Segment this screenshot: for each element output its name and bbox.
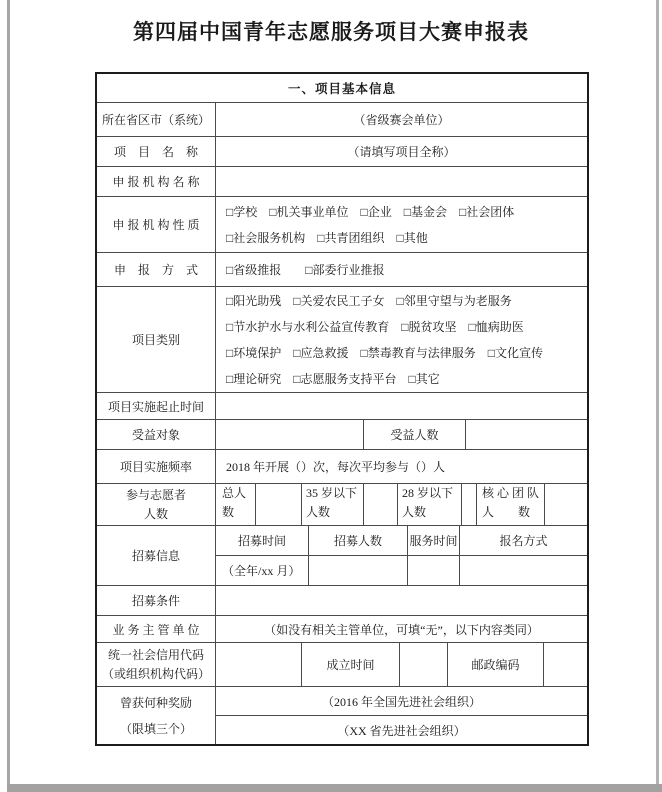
recruit-signup-input[interactable] [459, 556, 587, 585]
duration-label: 项目实施起止时间 [107, 399, 204, 414]
scan-edge-left [7, 0, 10, 785]
recruit-service-input[interactable] [407, 556, 459, 585]
org-type-options[interactable] [215, 197, 587, 252]
category-options[interactable] [215, 287, 587, 392]
beneficiary-label: 受益对象 [131, 428, 180, 442]
volunteers-under35-label: 35 岁以下 人数 [301, 484, 363, 525]
apply-method-options[interactable]: □省级推报 □部委行业推报 [215, 253, 587, 286]
founded-date-input[interactable] [399, 643, 447, 686]
scan-edge-bottom [7, 784, 662, 792]
awards-label: 曾获何种奖励 （限填三个） [119, 695, 192, 736]
recruit-info-label: 招募信息 [131, 549, 180, 563]
volunteers-core-input[interactable] [544, 484, 587, 525]
award-input-1[interactable]: （2016 年全国先进社会组织） [321, 694, 481, 709]
award-input-2[interactable]: （XX 省先进社会组织） [337, 723, 466, 738]
beneficiary-count-label: 受益人数 [363, 420, 465, 449]
beneficiary-input[interactable] [215, 420, 363, 449]
category-options-line1[interactable]: □阳光助残 □关爱农民工子女 □邻里守望与为老服务 [226, 293, 512, 308]
province-input[interactable]: （省级赛会单位） [215, 103, 587, 136]
founded-date-label: 成立时间 [301, 643, 399, 686]
recruit-time-header: 招募时间 [237, 534, 286, 548]
supervisor-label: 业 务 主 管 单 位 [112, 622, 200, 637]
volunteers-under35-input[interactable] [363, 484, 397, 525]
recruit-signup-header: 报名方式 [459, 526, 587, 555]
volunteers-under28-label: 28 岁以下 人数 [397, 484, 461, 525]
apply-method-label: 申 报 方 式 [113, 263, 198, 277]
org-name-label: 申 报 机 构 名 称 [112, 175, 200, 189]
volunteers-label: 参与志愿者 人数 [125, 487, 186, 521]
org-type-options-line2[interactable]: □社会服务机构 □共青团组织 □其他 [226, 230, 428, 245]
frequency-label: 项目实施频率 [119, 460, 192, 474]
section-header: 一、项目基本信息 [287, 82, 396, 96]
awards-grid [215, 687, 587, 744]
credit-code-input[interactable] [215, 643, 301, 686]
recruit-time-input[interactable]: （全年/xx 月） [222, 564, 301, 578]
recruit-cond-input[interactable] [215, 586, 587, 615]
beneficiary-count-input[interactable] [465, 420, 587, 449]
category-options-line3[interactable]: □环境保护 □应急救援 □禁毒教育与法律服务 □文化宣传 [226, 345, 543, 360]
postal-code-label: 邮政编码 [447, 643, 543, 686]
volunteers-core-label: 核 心 团 队 人 数 [476, 484, 544, 525]
org-type-label: 申 报 机 构 性 质 [112, 218, 200, 232]
volunteers-total-input[interactable] [255, 484, 301, 525]
recruit-service-header: 服务时间 [407, 526, 459, 555]
supervisor-input[interactable]: （如没有相关主管单位，可填“无”，以下内容类同） [215, 616, 587, 642]
volunteers-under28-input[interactable] [461, 484, 476, 525]
project-name-label: 项 目 名 称 [113, 145, 198, 159]
recruit-count-input[interactable] [308, 556, 407, 585]
org-type-options-line1[interactable]: □学校 □机关事业单位 □企业 □基金会 □社会团体 [226, 204, 515, 219]
category-options-line4[interactable]: □理论研究 □志愿服务支持平台 □其它 [226, 371, 440, 386]
province-label: 所在省区市（系统） [101, 113, 210, 127]
credit-code-label: 统一社会信用代码 （或组织机构代码） [101, 647, 210, 681]
project-name-input[interactable]: （请填写项目全称） [215, 137, 587, 166]
scan-edge-right [656, 0, 659, 785]
application-form-table [95, 72, 589, 746]
category-label: 项目类别 [131, 333, 180, 347]
category-options-line2[interactable]: □节水护水与水利公益宣传教育 □脱贫攻坚 □恤病助医 [226, 319, 524, 334]
recruit-cond-label: 招募条件 [131, 594, 180, 608]
page-title: 第四届中国青年志愿服务项目大赛申报表 [133, 21, 529, 44]
postal-code-input[interactable] [543, 643, 587, 686]
volunteers-total-label: 总人 数 [215, 484, 255, 525]
frequency-input[interactable]: 2018 年开展（）次，每次平均参与（）人 [215, 450, 587, 483]
duration-input[interactable] [215, 393, 587, 419]
recruit-info-grid [215, 526, 587, 585]
recruit-count-header: 招募人数 [308, 526, 407, 555]
org-name-input[interactable] [215, 167, 587, 196]
